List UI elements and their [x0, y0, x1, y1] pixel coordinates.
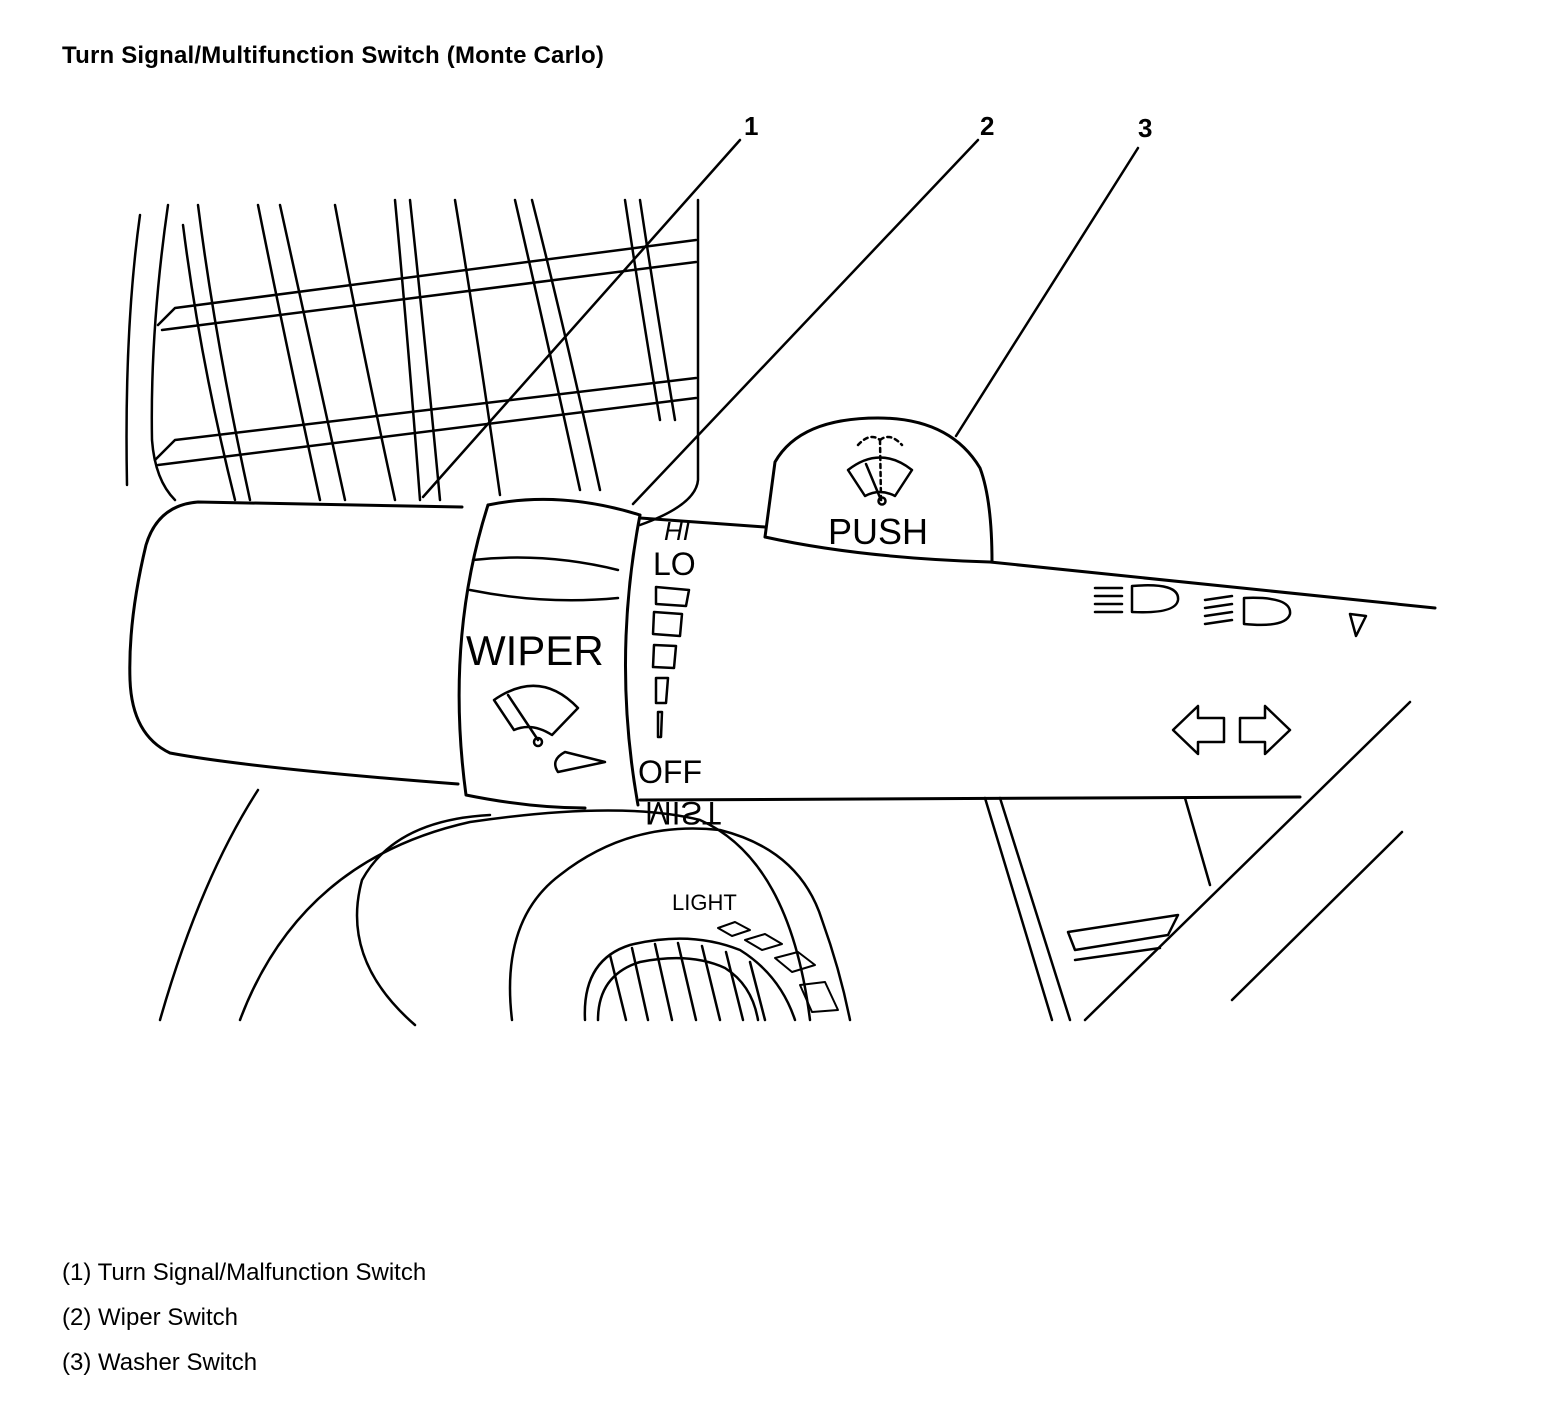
- legend-item-1: (1) Turn Signal/Malfunction Switch: [62, 1259, 427, 1286]
- wiper-label: WIPER: [466, 627, 604, 674]
- hi-label: HI: [664, 516, 690, 546]
- page-title: Turn Signal/Multifunction Switch (Monte Carlo): [62, 42, 605, 69]
- mist-label: MIST: [645, 795, 722, 831]
- washer-icon: [848, 437, 912, 505]
- turn-signal-lever: [640, 518, 1435, 800]
- high-beam-icon: [1095, 585, 1178, 612]
- low-beam-icon: [1205, 596, 1290, 625]
- callout-3: 3: [1138, 113, 1153, 143]
- legend-item-3: (3) Washer Switch: [62, 1349, 258, 1376]
- callout-2: 2: [980, 111, 995, 141]
- callout-1: 1: [744, 111, 759, 141]
- headlamp-dial: [585, 922, 838, 1020]
- turn-signal-switch-housing: [130, 502, 462, 784]
- delay-scale: [653, 587, 689, 737]
- instrument-panel-grille: [127, 200, 698, 525]
- callout-leaders: [423, 140, 1138, 504]
- wiper-icon: [494, 686, 578, 746]
- lever-tip-indicator: [1350, 614, 1366, 636]
- lo-label: LO: [653, 546, 696, 582]
- turn-signal-arrows-icon: [1173, 706, 1290, 754]
- legend-item-2: (2) Wiper Switch: [62, 1304, 239, 1331]
- off-label: OFF: [638, 754, 702, 790]
- component-legend: [62, 1256, 426, 1391]
- light-label: LIGHT: [672, 890, 737, 915]
- push-label: PUSH: [828, 511, 929, 552]
- intermittent-indicator: [555, 752, 605, 772]
